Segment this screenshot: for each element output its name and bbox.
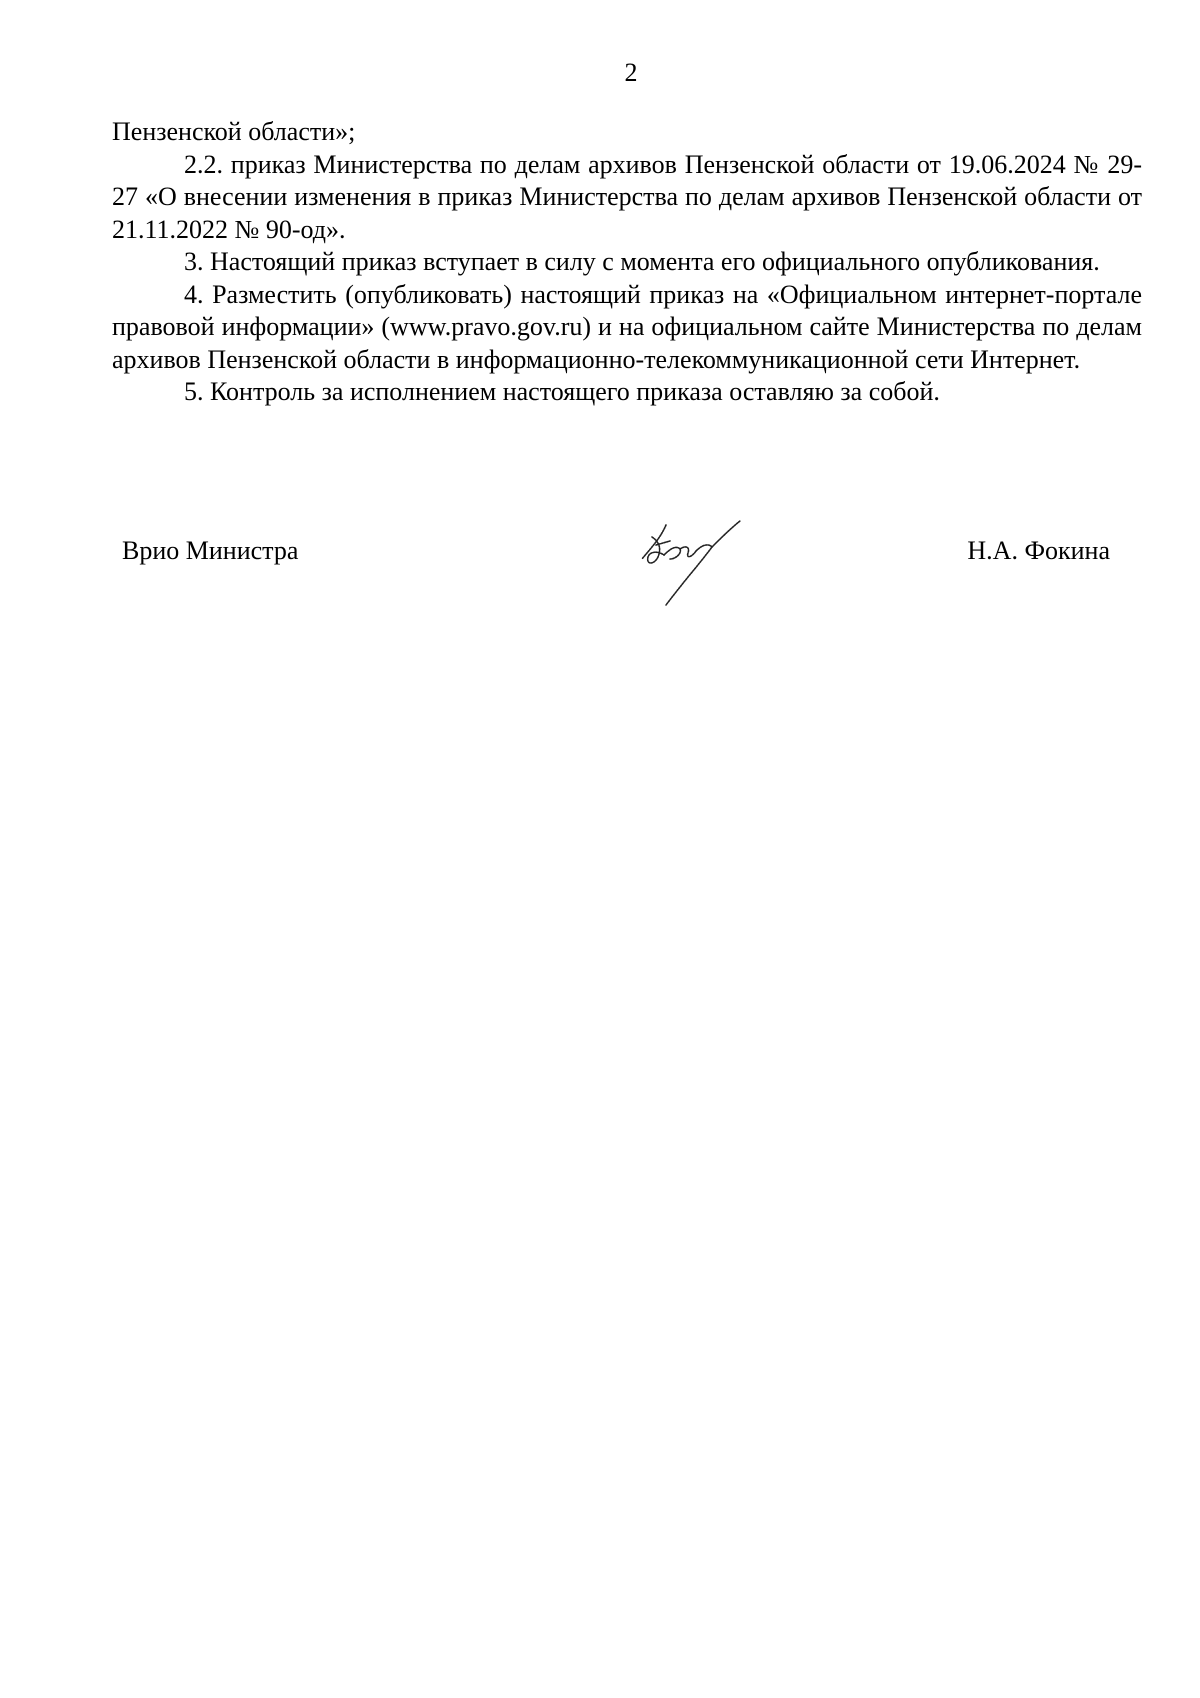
signature-block <box>0 535 1200 635</box>
paragraph-3: 3. Настоящий приказ вступает в силу с момента его официального опубликования. <box>184 247 1100 276</box>
paragraph-5: 5. Контроль за исполнением настоящего приказа оставляю за собой. <box>184 377 940 406</box>
signatory-title: Врио Министра <box>122 536 299 565</box>
paragraph-continuation: Пензенской области»; <box>112 117 356 146</box>
document-body <box>112 116 1142 409</box>
signatory-name: Н.А. Фокина <box>967 536 1110 565</box>
paragraph-2-2: 2.2. приказ Министерства по делам архивов Пензенской области от 19.06.2024 № 29-27 «О внесении изменения в приказ Министерства по делам архивов Пензенской области от 21.11.2022 № 90-од». <box>112 149 1142 244</box>
paragraph-4: 4. Разместить (опубликовать) настоящий приказ на «Официальном интернет-портале правовой информации» (www.pravo.gov.ru) и на официальном сайте Министерства по делам архивов Пензенской области в информационно-телекоммуникационной сети Интернет. <box>112 279 1142 374</box>
handwritten-signature-icon <box>636 515 756 611</box>
page-number: 2 <box>624 58 638 87</box>
